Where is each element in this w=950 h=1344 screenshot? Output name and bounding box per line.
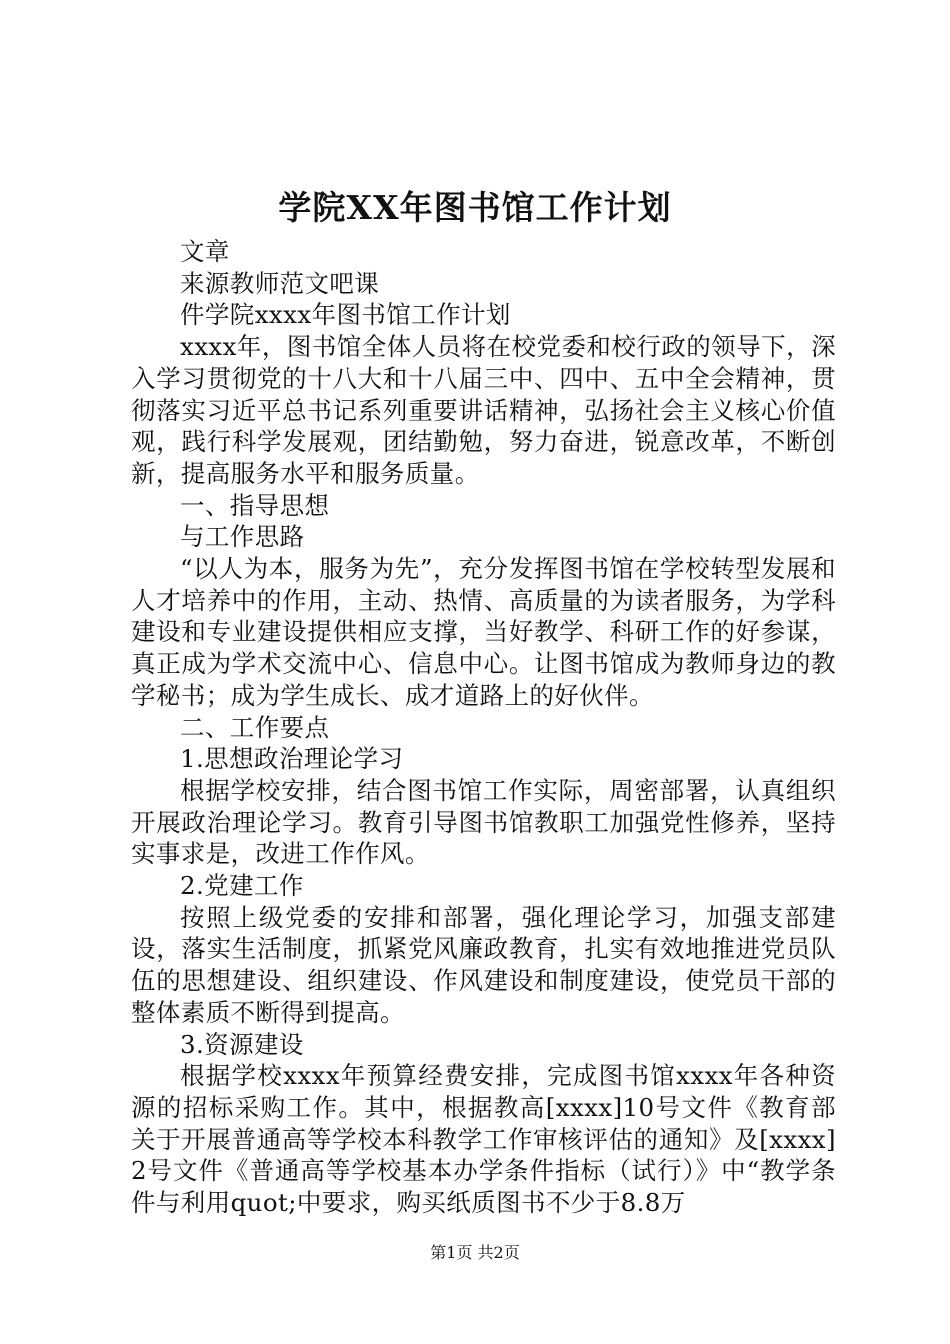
subsection-heading: 1.思想政治理论学习 bbox=[180, 744, 404, 774]
paragraph: xxxx年，图书馆全体人员将在校党委和校行政的领导下，深入学习贯彻党的十八大和十八届三中、四中、五中全会精神，贯彻落实习近平总书记系列重要讲话精神，弘扬社会主义核心价值观，践行科学发展观，团结勤勉，努力奋进，锐意改革，不断创新，提高服务水平和服务质量。 bbox=[131, 332, 836, 488]
section-heading: 二、工作要点 bbox=[180, 712, 330, 742]
subsection-heading: 2.党建工作 bbox=[180, 871, 304, 901]
paragraph: 文章 bbox=[180, 237, 230, 266]
paragraph: 根据学校xxxx年预算经费安排，完成图书馆xxxx年各种资源的招标采购工作。其中，根据教高[xxxx]10号文件《教育部关于开展普通高等学校本科教学工作审核评估的通知》及[xxxx]2号文件《普通高等学校基本办学条件指标（试行）》中“教学条件与利用quot;中要求，购买纸质图书不少于8.8万 bbox=[131, 1061, 836, 1218]
paragraph: 按照上级党委的安排和部署，强化理论学习，加强支部建设，落实生活制度，抓紧党风廉政教育，扎实有效地推进党员队伍的思想建设、组织建设、作风建设和制度建设，使党员干部的整体素质不断得到提高。 bbox=[131, 902, 836, 1027]
section-heading: 一、指导思想 bbox=[180, 490, 330, 520]
paragraph: 与工作思路 bbox=[180, 522, 305, 552]
document-body bbox=[131, 236, 836, 1219]
page-footer: 第1页 共2页 bbox=[430, 1243, 520, 1262]
document-title: 学院XX年图书馆工作计划 bbox=[278, 188, 672, 227]
paragraph: 来源教师范文吧课 bbox=[180, 268, 380, 298]
paragraph: 根据学校安排，结合图书馆工作实际，周密部署，认真组织开展政治理论学习。教育引导图书馆教职工加强党性修养，坚持实事求是，改进工作作风。 bbox=[131, 775, 836, 869]
subsection-heading: 3.资源建设 bbox=[180, 1029, 304, 1059]
paragraph: “以人为本，服务为先”，充分发挥图书馆在学校转型发展和人才培养中的作用，主动、热情、高质量的为读者服务，为学科建设和专业建设提供相应支撑，当好教学、科研工作的好参谋，真正成为学术交流中心、信息中心。让图书馆成为教师身边的教学秘书；成为学生成长、成才道路上的好伙伴。 bbox=[131, 554, 836, 710]
paragraph: 件学院xxxx年图书馆工作计划 bbox=[180, 300, 511, 330]
